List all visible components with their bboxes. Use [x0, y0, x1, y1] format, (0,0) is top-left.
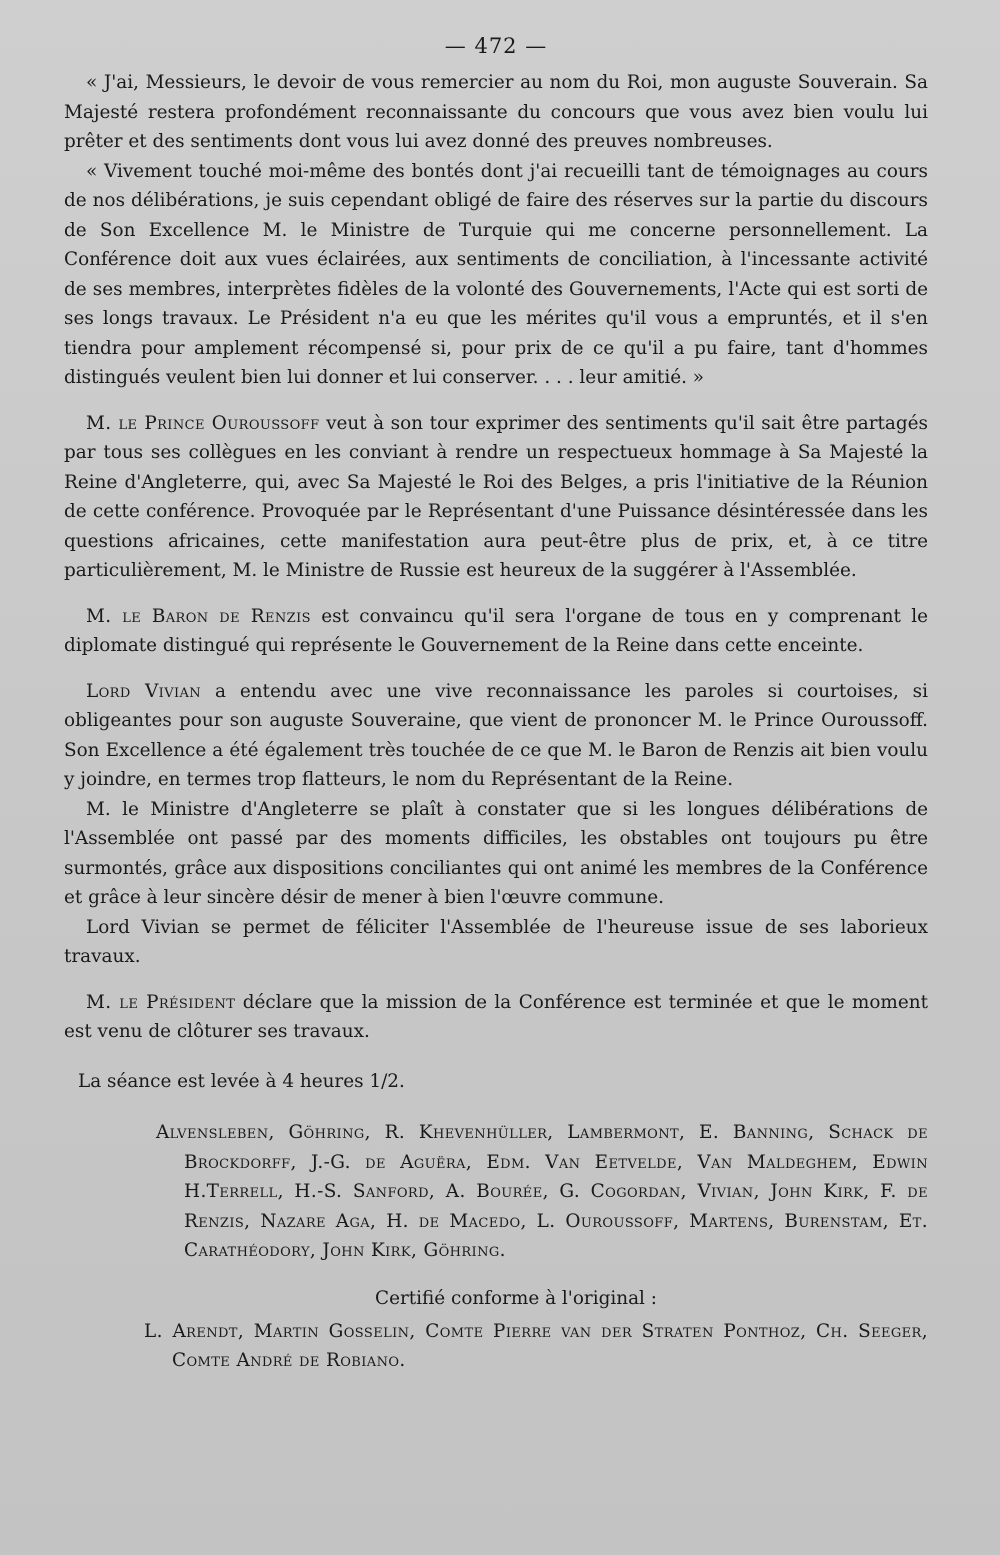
paragraph-text: « J'ai, Messieurs, le devoir de vous remercier au nom du Roi, mon auguste Souverain. Sa Majesté restera profondément reconnaissante du concours que vous avez bien voulu lui prêter et des sentiments dont vous lui avez donné des preuves nombreuses. [64, 72, 928, 152]
paragraph-vivian [64, 677, 928, 795]
paragraph-text: déclare que la mission de la Conférence est terminée et que le moment est venu de clôturer ses travaux. [64, 991, 928, 1042]
speaker-name: M. le Prince Ouroussoff [86, 412, 320, 434]
paragraph-president-reply [64, 157, 928, 393]
signatures-block [156, 1118, 928, 1266]
paragraph-text: est convaincu qu'il sera l'organe de tous en y comprenant le diplomate distingué qui représente le Gouvernement de la Reine dans cette enceinte. [64, 605, 928, 656]
paragraph-felicitations [64, 913, 928, 972]
seance-closure: La séance est levée à 4 heures 1/2. [78, 1070, 405, 1092]
paragraph-text: a entendu avec une vive reconnaissance les paroles si courtoises, si obligeantes pour son auguste Souveraine, que vient de prononcer M. le Prince Ouroussoff. Son Excellence a été également très touchée de ce que M. le Baron de Renzis ait bien voulu y joindre, en termes trop flatteurs, le nom du Représentant de la Reine. [64, 680, 929, 790]
paragraph-text: Lord Vivian se permet de féliciter l'Assemblée de l'heureuse issue de ses laborieux travaux. [64, 916, 928, 967]
signatures-list: Alvensleben, Göhring, R. Khevenhüller, Lambermont, E. Banning, Schack de Brockdorff, J.-G. de Aguëra, Edm. Van Eetvelde, Van Maldeghem, Edwin H.Terrell, H.-S. Sanford, A. Bourée, G. Cogordan, Vivian, John Kirk, F. de Renzis, Nazare Aga, H. de Macedo, L. Ouroussoff, Martens, Burenstam, Et. Carathéodory, John Kirk, Göhring. [156, 1122, 928, 1261]
paragraph-text: « Vivement touché moi-même des bontés dont j'ai recueilli tant de témoignages au cours de nos délibérations, je suis cependant obligé de faire des réserves sur la partie du discours de Son Excellence M. le Ministre de Turquie qui me concerne personnellement. La Conférence doit aux vues éclairées, aux sentiments de conciliation, à l'incessante activité de ses membres, interprètes fidèles de la volonté des Gouvernements, l'Acte qui est sorti de ses longs travaux. Le Président n'a eu que les mérites qu'il vous a empruntés, et il s'en tiendra pour amplement récompensé si, pour prix de ce qu'il a pu faire, tant d'hommes distingués veulent bien lui donner et lui conserver. . . . leur amitié. » [64, 160, 928, 388]
witnesses-list: L. Arendt, Martin Gosselin, Comte Pierre van der Straten Ponthoz, Ch. Seeger, Comte André de Robiano. [144, 1320, 928, 1371]
paragraph-thanks [64, 68, 928, 157]
certified-line: Certifié conforme à l'original : [375, 1287, 657, 1309]
paragraph-ouroussoff [64, 409, 928, 586]
paragraph-text: veut à son tour exprimer des sentiments qu'il sait être partagés par tous ses collègues en les conviant à rendre un respectueux hommage à Sa Majesté la Reine d'Angleterre, qui, avec Sa Majesté le Roi des Belges, a pris l'initiative de la Réunion de cette conférence. Provoquée par le Représentant d'une Puissance désintéressée dans les questions africaines, cette manifestation aura peut-être plus de prix, et, à ce titre particulièrement, M. le Ministre de Russie est heureux de la suggérer à l'Assemblée. [64, 412, 928, 581]
paragraph-text: M. le Ministre d'Angleterre se plaît à constater que si les longues délibérations de l'Assemblée ont passé par des moments difficiles, les obstables ont toujours pu être surmontés, grâce aux dispositions conciliantes qui ont animé les membres de la Conférence et grâce à leur sincère désir de mener à bien l'œuvre commune. [64, 798, 928, 908]
paragraph-president-closing [64, 988, 928, 1047]
paragraph-angleterre [64, 795, 928, 913]
speaker-name: M. le Baron de Renzis [86, 605, 311, 627]
page-number: — 472 — [444, 34, 548, 58]
speaker-name: Lord Vivian [86, 680, 202, 702]
paragraph-renzis [64, 602, 928, 661]
speaker-name: M. le Président [86, 991, 236, 1013]
